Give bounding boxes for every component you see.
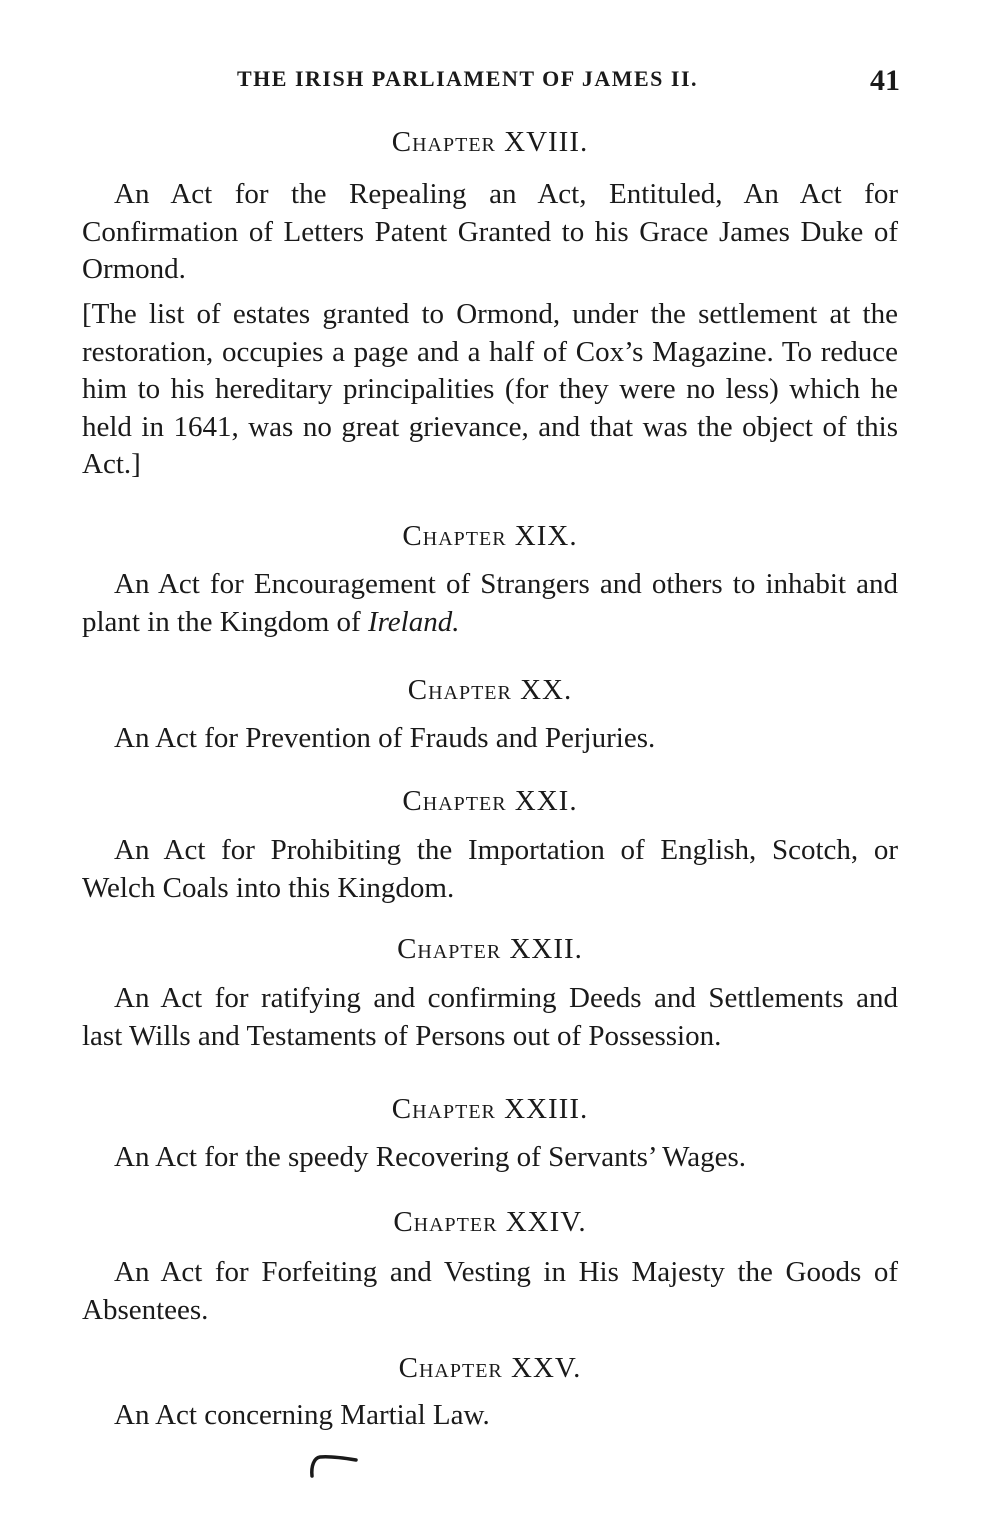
act-text-xx: An Act for Prevention of Frauds and Perjuries. xyxy=(114,722,656,754)
chapter-heading-xxiv: Chapter XXIV. xyxy=(393,1206,587,1238)
act-text-xviii: An Act for the Repealing an Act, Entituled, An Act for Confirmation of Letters Patent Granted to his Grace James Duke of Ormond. xyxy=(82,178,898,285)
act-text-xix-italic: Ireland. xyxy=(367,605,460,638)
act-text-xxiii: An Act for the speedy Recovering of Servants’ Wages. xyxy=(114,1141,746,1173)
act-text-xxi: An Act for Prohibiting the Importation of English, Scotch, or Welch Coals into this Kingdom. xyxy=(82,834,898,904)
chapter-heading-xxiii: Chapter XXIII. xyxy=(391,1093,589,1125)
act-text-xxiv: An Act for Forfeiting and Vesting in His Majesty the Goods of Absentees. xyxy=(82,1256,898,1326)
chapter-heading-xviii: Chapter XVIII. xyxy=(391,126,589,158)
running-title: THE IRISH PARLIAMENT OF JAMES II. xyxy=(237,66,699,91)
act-text-xix-plain: An Act for Encouragement of Strangers and others to inhabit and plant in the Kingdom of xyxy=(82,568,898,638)
chapter-heading-xix: Chapter XIX. xyxy=(402,520,578,552)
page-number: 41 xyxy=(870,64,900,97)
act-text-xxii: An Act for ratifying and confirming Deeds and Settlements and last Wills and Testaments of Persons out of Possession. xyxy=(82,982,898,1052)
chapter-heading-xx: Chapter XX. xyxy=(407,674,573,706)
chapter-heading-xxv: Chapter XXV. xyxy=(398,1352,582,1384)
act-text-xxv: An Act concerning Martial Law. xyxy=(114,1399,490,1431)
chapter-heading-xxi: Chapter XXI. xyxy=(402,785,578,817)
editorial-note-xviii: [The list of estates granted to Ormond, under the settlement at the restoration, occupies a page and a half of Cox’s Magazine. To reduce him to his hereditary principalities (for they were no less) which he held in 1641, was no great grievance, and that was the object of this Act.] xyxy=(82,298,898,480)
ink-mark xyxy=(306,1452,362,1478)
chapter-heading-xxii: Chapter XXII. xyxy=(397,933,583,965)
act-text-xix xyxy=(82,566,898,641)
